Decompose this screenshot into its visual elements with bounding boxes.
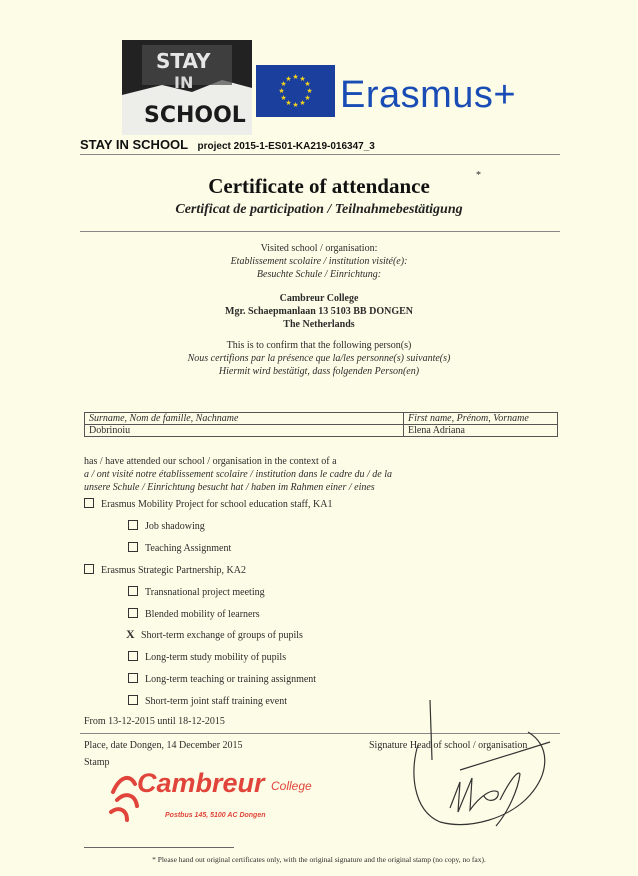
stay-in-school-logo xyxy=(122,40,252,135)
school-details xyxy=(0,292,638,331)
certificate-title: Certificate of attendance xyxy=(208,174,430,198)
confirm-fr: Nous certifions par la présence que la/les personne(s) suivante(s) xyxy=(187,353,451,364)
school-name: Cambreur College xyxy=(279,293,359,304)
checkbox-long-term-pupils[interactable] xyxy=(128,651,138,661)
option-long-term-teaching xyxy=(128,673,316,686)
option-short-term-pupils xyxy=(126,628,303,642)
option-transnational-label: Transnational project meeting xyxy=(145,587,265,598)
visited-label-en: Visited school / organisation: xyxy=(260,243,378,254)
svg-text:★: ★ xyxy=(292,101,299,109)
option-long-term-pupils-label: Long-term study mobility of pupils xyxy=(145,652,287,663)
svg-text:STAY: STAY xyxy=(156,49,211,73)
svg-text:★: ★ xyxy=(299,75,306,83)
context-de: unsere Schule / Einrichtung besucht hat / haben im Rahmen einer / eines xyxy=(84,482,375,493)
svg-text:★: ★ xyxy=(299,99,306,107)
option-short-term-staff xyxy=(128,695,287,708)
school-country: The Netherlands xyxy=(283,319,355,330)
person-table xyxy=(84,412,558,437)
stamp-address: Postbus 145, 5100 AC Dongen xyxy=(165,812,266,819)
checkbox-short-term-staff[interactable] xyxy=(128,695,138,705)
project-code: project 2015-1-ES01-KA219-016347_3 xyxy=(197,141,375,152)
svg-text:★: ★ xyxy=(278,87,285,95)
option-blended xyxy=(128,608,260,621)
signature-drawing xyxy=(400,700,570,830)
footnote-divider xyxy=(84,847,234,848)
period-text: From 13-12-2015 until 18-12-2015 xyxy=(84,716,225,727)
visited-label-de: Besuchte Schule / Einrichtung: xyxy=(256,269,382,280)
context-fr: a / ont visité notre établissement scolaire / institution dans le cadre du / de la xyxy=(84,469,393,480)
checkbox-blended[interactable] xyxy=(128,608,138,618)
stamp-label: Stamp xyxy=(84,757,110,768)
stamp-suffix: College xyxy=(271,779,312,793)
checkbox-teaching-assignment[interactable] xyxy=(128,542,138,552)
stamp-brand: Cambreur xyxy=(137,768,265,798)
surname-value: Dobrinoiu xyxy=(85,425,404,437)
svg-text:★: ★ xyxy=(285,75,292,83)
svg-text:★: ★ xyxy=(280,80,287,88)
confirm-en: This is to confirm that the following person(s) xyxy=(226,340,412,351)
confirm-text xyxy=(0,339,638,378)
cambreur-stamp xyxy=(105,762,335,832)
svg-text:SCHOOL: SCHOOL xyxy=(144,103,246,128)
erasmus-plus-label: Erasmus+ xyxy=(340,74,517,116)
place-date-text: Place, date Dongen, 14 December 2015 xyxy=(84,740,243,751)
visited-label-fr: Etablissement scolaire / institution visité(e): xyxy=(230,256,408,267)
option-blended-label: Blended mobility of learners xyxy=(145,609,260,620)
option-short-term-staff-label: Short-term joint staff training event xyxy=(145,696,288,707)
option-ka2 xyxy=(84,564,246,577)
svg-text:★: ★ xyxy=(306,87,313,95)
checkbox-ka1[interactable] xyxy=(84,498,94,508)
title-divider xyxy=(80,231,560,232)
title-footnote-mark: * xyxy=(476,170,481,181)
school-address: Mgr. Schaepmanlaan 13 5103 BB DONGEN xyxy=(225,306,413,317)
footnote-text: * Please hand out original certificates only, with the original signature and the original stamp (no copy, no fax). xyxy=(152,855,486,864)
firstname-value: Elena Adriana xyxy=(404,425,558,437)
svg-text:IN: IN xyxy=(174,73,194,92)
firstname-header: First name, Prénom, Vorname xyxy=(404,413,558,425)
project-line xyxy=(80,137,375,152)
option-job-shadowing-label: Job shadowing xyxy=(145,521,205,532)
option-short-term-pupils-label: Short-term exchange of groups of pupils xyxy=(141,630,303,641)
option-teaching-assignment-label: Teaching Assignment xyxy=(145,543,232,554)
option-long-term-teaching-label: Long-term teaching or training assignment xyxy=(145,674,317,685)
certificate-subtitle: Certificat de participation / Teilnahmebestätigung xyxy=(175,202,463,217)
surname-header: Surname, Nom de famille, Nachname xyxy=(85,413,404,425)
option-teaching-assignment xyxy=(128,542,231,555)
checkbox-job-shadowing[interactable] xyxy=(128,520,138,530)
table-row xyxy=(85,425,558,437)
eu-flag-icon xyxy=(256,65,335,117)
option-ka1 xyxy=(84,498,332,511)
option-long-term-pupils xyxy=(128,651,286,664)
option-ka1-label: Erasmus Mobility Project for school education staff, KA1 xyxy=(101,499,333,510)
option-ka2-label: Erasmus Strategic Partnership, KA2 xyxy=(101,565,246,576)
svg-text:★: ★ xyxy=(304,80,311,88)
option-transnational xyxy=(128,586,265,599)
table-header-row xyxy=(85,413,558,425)
checkbox-ka2[interactable] xyxy=(84,564,94,574)
context-text xyxy=(84,455,564,494)
project-name: STAY IN SCHOOL xyxy=(80,137,188,152)
context-en: has / have attended our school / organisation in the context of a xyxy=(84,456,337,467)
svg-text:★: ★ xyxy=(292,73,299,81)
option-job-shadowing xyxy=(128,520,205,533)
visited-labels xyxy=(0,242,638,281)
checkbox-transnational[interactable] xyxy=(128,586,138,596)
signature-label: Signature Head of school / organisation xyxy=(369,740,528,751)
confirm-de: Hiermit wird bestätigt, dass folgenden Person(en) xyxy=(218,366,420,377)
checked-mark-icon[interactable]: X xyxy=(126,627,135,641)
svg-text:★: ★ xyxy=(304,94,311,102)
header-divider xyxy=(80,154,560,155)
svg-text:★: ★ xyxy=(280,94,287,102)
svg-text:★: ★ xyxy=(285,99,292,107)
checkbox-long-term-teaching[interactable] xyxy=(128,673,138,683)
